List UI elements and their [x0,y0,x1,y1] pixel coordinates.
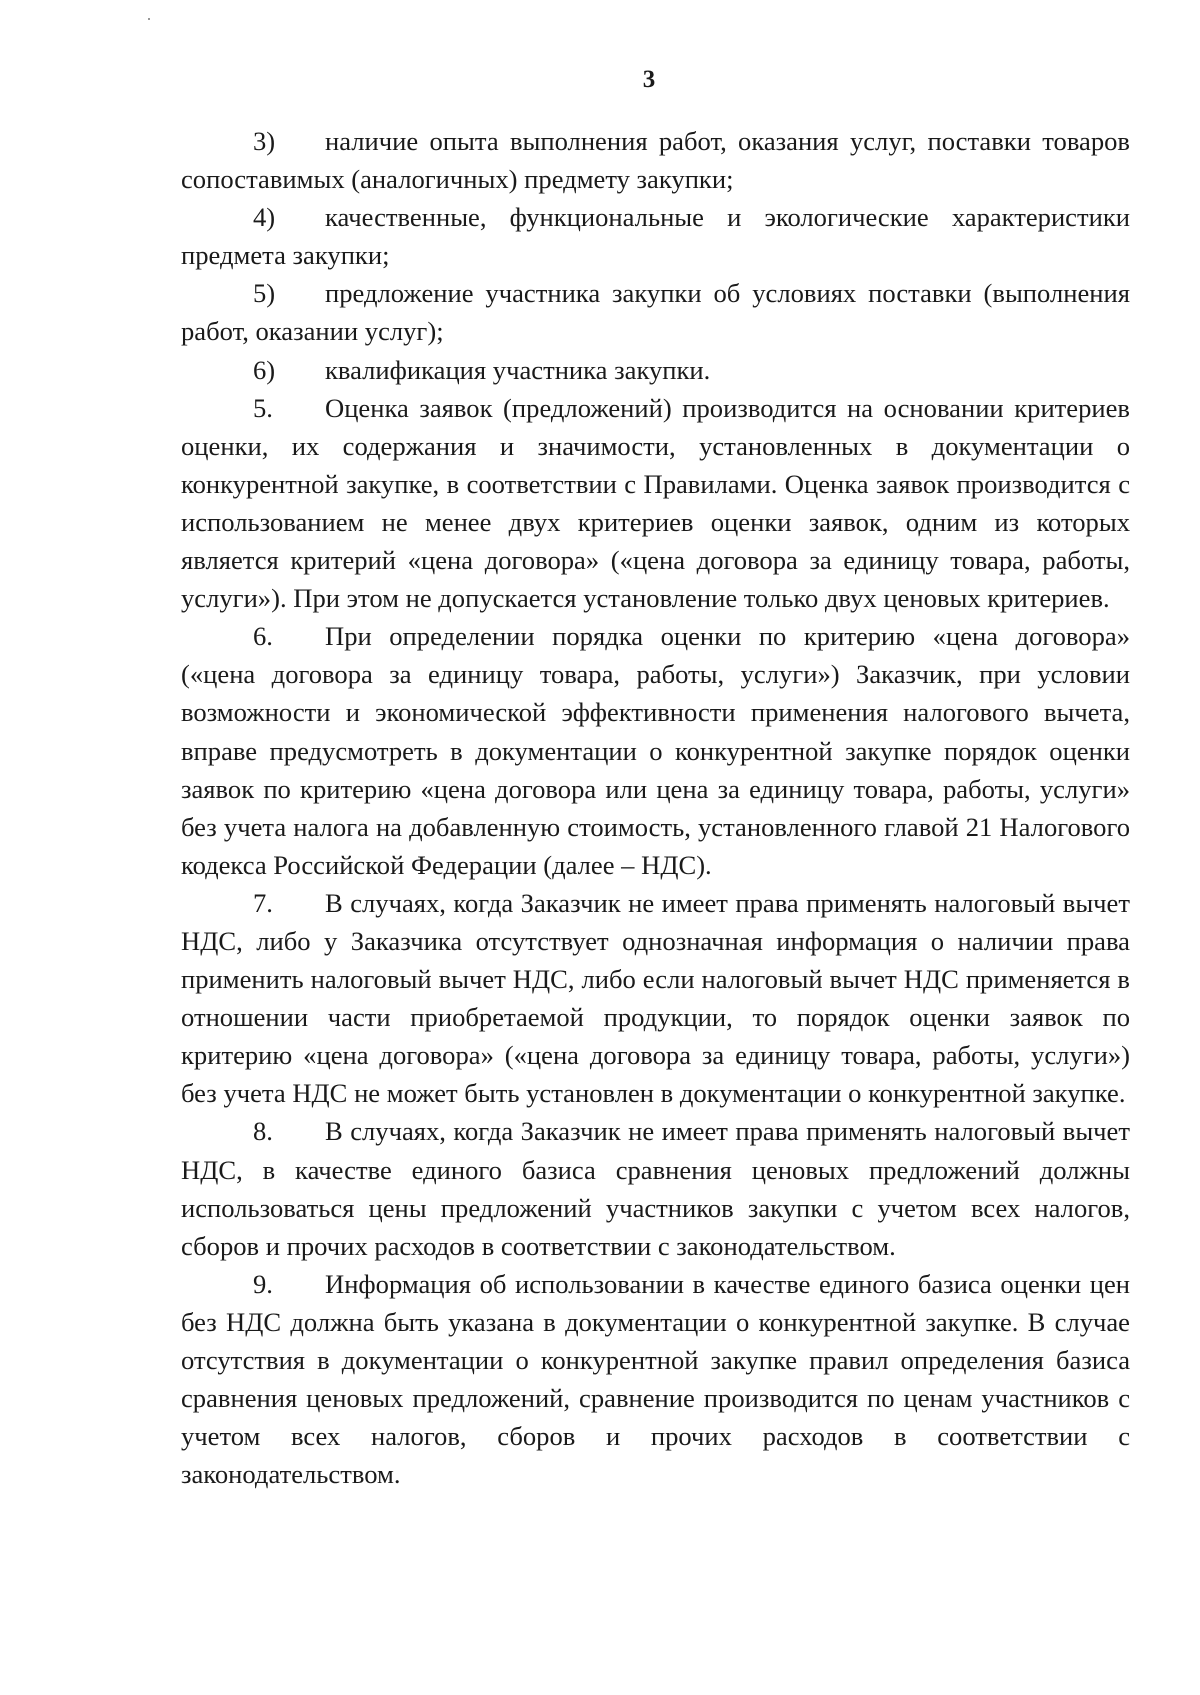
paragraph-number: 6) [253,354,276,385]
paragraph-number: 7. [253,887,273,918]
paragraph-text: При определении порядка оценки по критерию «цена договора» («цена договора за единицу товара, работы, услуги») Заказчик, при условии возможности и экономической эффективности применения налогового вычета, вправе предусмотреть в документации о конкурентной закупке порядок оценки заявок по критерию «цена договора или цена за единицу товара, работы, услуги» без учета налога на добавленную стоимость, установленного главой 21 Налогового кодекса Российской Федерации (далее – НДС). [181,621,1130,880]
paragraph-number: 4) [253,202,276,233]
paragraph-item-5 [181,274,1130,350]
scan-speck [148,18,150,20]
paragraph-text: Информация об использовании в качестве единого базиса оценки цен без НДС должна быть указана в документации о конкурентной закупке. В случае отсутствия в документации о конкурентной закупке правил определения базиса сравнения ценовых предложений, сравнение производится по ценам участников с учетом всех налогов, сборов и прочих расходов в соответствии с законодательством. [181,1268,1130,1490]
paragraph-text: качественные, функциональные и экологические характеристики предмета закупки; [181,202,1130,271]
document-body [181,122,1130,1493]
paragraph-item-3 [181,122,1130,198]
paragraph-item-4 [181,198,1130,274]
page-number: 3 [642,66,656,93]
paragraph-text: Оценка заявок (предложений) производится на основании критериев оценки, их содержания и значимости, установленных в документации о конкурентной закупке, в соответствии с Правилами. Оценка заявок производится с использованием не менее двух критериев оценки заявок, одним из которых является критерий «цена договора» («цена договора за единицу товара, работы, услуги»). При этом не допускается установление только двух ценовых критериев. [181,392,1130,614]
paragraph-text: квалификация участника закупки. [325,354,711,385]
paragraph-number: 3) [253,126,276,156]
paragraph-number: 8. [253,1116,273,1147]
paragraph-number: 5. [253,392,273,423]
paragraph-number: 9. [253,1268,273,1299]
paragraph-number: 5) [253,278,276,309]
paragraph-text: предложение участника закупки об условиях поставки (выполнения работ, оказании услуг); [181,278,1130,347]
paragraph-text: В случаях, когда Заказчик не имеет права применять налоговый вычет НДС, либо у Заказчика отсутствует однозначная информация о наличии права применить налоговый вычет НДС, либо если налоговый вычет НДС применяется в отношении части приобретаемой продукции, то порядок оценки заявок по критерию «цена договора» («цена договора за единицу товара, работы, услуги») без учета НДС не может быть установлен в документации о конкурентной закупке. [181,887,1130,1109]
paragraph-clause-6 [181,617,1130,884]
paragraph-clause-7 [181,884,1130,1113]
paragraph-item-6 [181,351,1130,389]
paragraph-clause-8 [181,1112,1130,1264]
paragraph-clause-9 [181,1265,1130,1494]
paragraph-text: наличие опыта выполнения работ, оказания услуг, поставки товаров сопоставимых (аналогичных) предмету закупки; [181,126,1130,195]
paragraph-text: В случаях, когда Заказчик не имеет права применять налоговый вычет НДС, в качестве единого базиса сравнения ценовых предложений должны использоваться цены предложений участников закупки с учетом всех налогов, сборов и прочих расходов в соответствии с законодательством. [181,1116,1130,1261]
paragraph-number: 6. [253,621,273,652]
paragraph-clause-5 [181,389,1130,618]
